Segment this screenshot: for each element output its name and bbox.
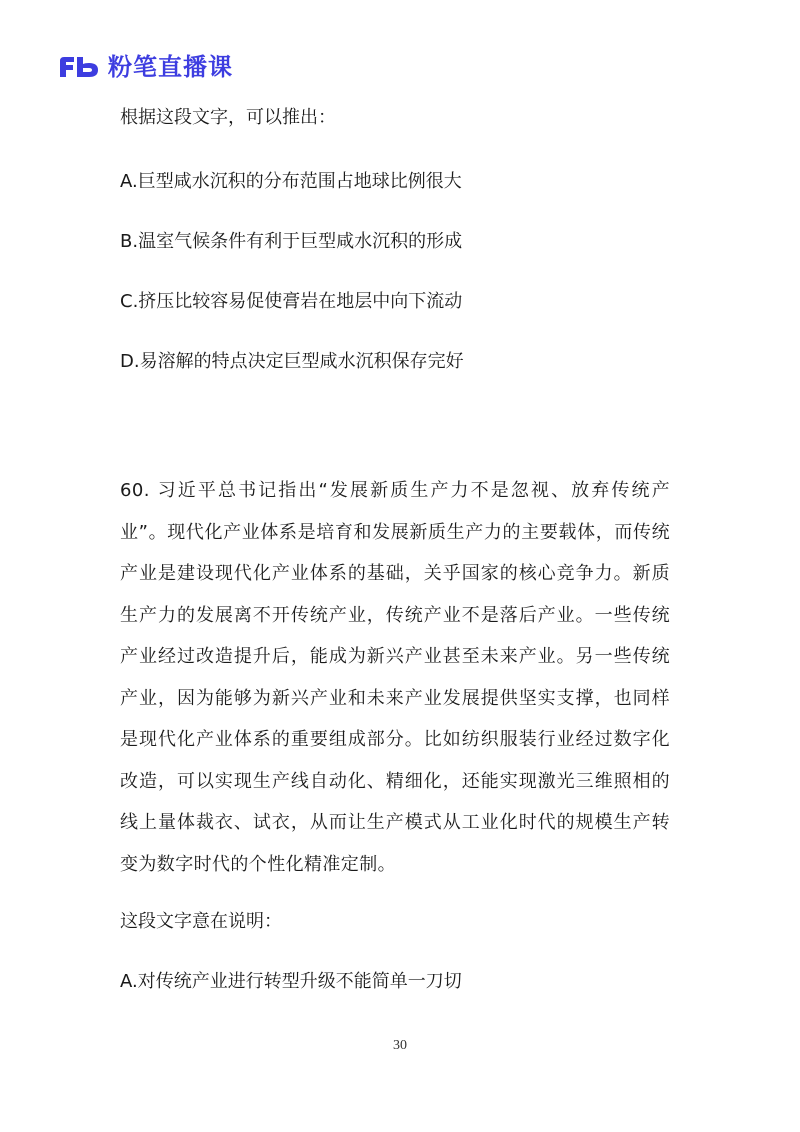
- prev-option-d: D.易溶解的特点决定巨型咸水沉积保存完好: [120, 351, 464, 372]
- prev-option-c: C.挤压比较容易促使膏岩在地层中向下流动: [120, 291, 463, 312]
- brand-name: 粉笔直播课: [108, 53, 233, 81]
- fenbi-logo-icon: [58, 53, 104, 81]
- question-60-option-a: A.对传统产业进行转型升级不能简单一刀切: [120, 971, 462, 992]
- prev-option-a: A.巨型咸水沉积的分布范围占地球比例很大: [120, 171, 462, 192]
- prev-option-b: B.温室气候条件有利于巨型咸水沉积的形成: [120, 231, 463, 252]
- prev-question-prompt: 根据这段文字，可以推出：: [120, 107, 336, 128]
- brand-header: [58, 52, 233, 82]
- page-number: 30: [393, 1038, 407, 1053]
- question-60-prompt: 这段文字意在说明：: [120, 911, 282, 932]
- question-60-stem: 60. 习近平总书记指出“发展新质生产力不是忽视、放弃传统产业”。现代化产业体系是培育和发展新质生产力的主要载体，而传统产业是建设现代化产业体系的基础，关乎国家的核心竞争力。新质生产力的发展离不开传统产业，传统产业不是落后产业。一些传统产业经过改造提升后，能成为新兴产业甚至未来产业。另一些传统产业，因为能够为新兴产业和未来产业发展提供坚实支撑，也同样是现代化产业体系的重要组成部分。比如纺织服装行业经过数字化改造，可以实现生产线自动化、精细化，还能实现激光三维照相的线上量体裁衣、试衣，从而让生产模式从工业化时代的规模生产转变为数字时代的个性化精准定制。: [120, 480, 670, 875]
